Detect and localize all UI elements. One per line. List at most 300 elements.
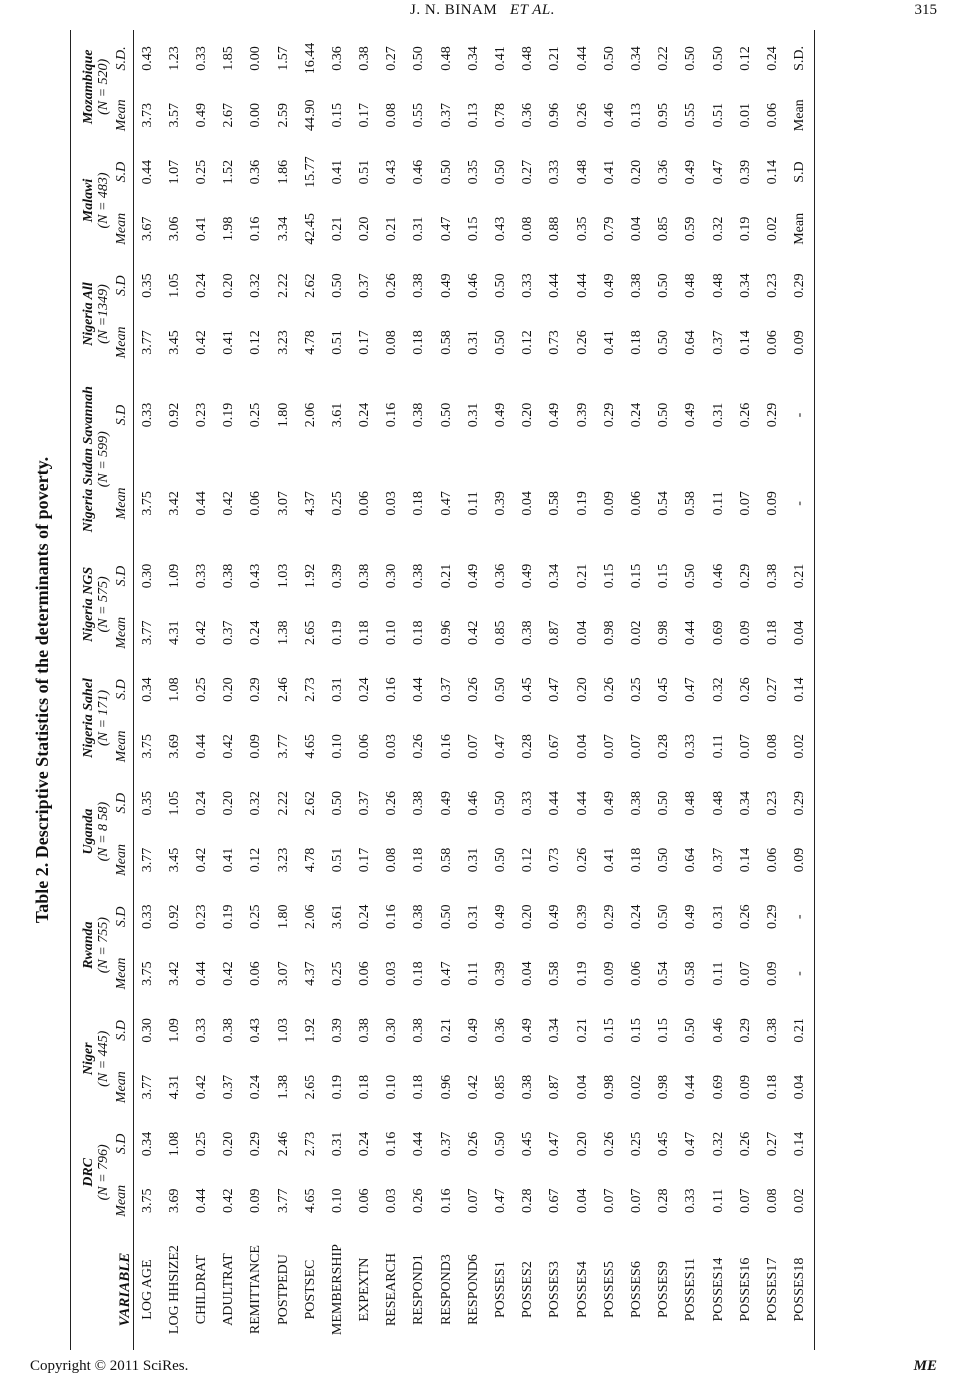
group-sample-size: (N = 171)	[96, 689, 111, 747]
table-cell: 0.33	[683, 1188, 699, 1214]
table-cell: 0.79	[601, 216, 617, 242]
group-header	[71, 548, 112, 662]
table-cell: 0.19	[574, 491, 590, 516]
table-cell: 0.11	[465, 961, 481, 986]
table-cell: 0.49	[547, 402, 563, 428]
table-row	[515, 30, 542, 1350]
table-cell: 0.08	[764, 1188, 780, 1214]
variable-name: POSSES2	[520, 1261, 536, 1318]
table-cell: 0.08	[384, 847, 400, 873]
table-cell: 0.38	[411, 273, 427, 298]
table-cell: 0.43	[248, 1018, 264, 1043]
table-cell: 0.09	[601, 491, 617, 516]
table-cell: 0.42	[193, 847, 209, 873]
table-cell: 0.16	[384, 677, 400, 702]
table-cell: 0.29	[737, 563, 753, 589]
table-cell: 0.06	[357, 734, 373, 759]
table-cell: 0.34	[547, 1018, 563, 1043]
variable-name: RESPOND3	[438, 1254, 454, 1325]
table-cell: 0.18	[764, 1074, 780, 1100]
sd-column-header: S.D.	[111, 30, 134, 87]
table-cell: 0.39	[329, 563, 345, 589]
table-cell: 0.06	[357, 1188, 373, 1214]
table-cell: 0.21	[329, 216, 345, 242]
variable-name: POSSES14	[710, 1257, 726, 1322]
table-cell: 0.47	[710, 159, 726, 185]
table-cell: 0.26	[574, 847, 590, 873]
table-cell: 0.18	[411, 847, 427, 873]
table-cell: 0.33	[139, 402, 155, 428]
table-cell: 0.54	[656, 491, 672, 516]
table-cell: 0.29	[601, 904, 617, 930]
table-cell: 0.49	[683, 904, 699, 930]
table-cell: 3.61	[329, 402, 345, 428]
table-row	[651, 30, 678, 1350]
table-cell: 0.26	[465, 677, 481, 702]
table-cell: 0.42	[221, 961, 237, 986]
table-row	[732, 30, 759, 1350]
table-cell: 0.33	[520, 273, 536, 298]
table-cell: 0.47	[493, 734, 509, 759]
table-cell: 4.65	[302, 734, 318, 759]
table-cell: 1.86	[275, 159, 291, 185]
group-name: Nigeria Sahel	[81, 678, 96, 758]
table-cell: 0.09	[248, 1188, 264, 1214]
table-cell: 4.78	[302, 330, 318, 355]
variable-name: POSSES16	[737, 1257, 753, 1322]
mean-column-header: Mean	[111, 87, 134, 144]
table-cell: 0.50	[329, 273, 345, 298]
table-cell: 0.16	[384, 1131, 400, 1157]
table-cell: 0.47	[547, 1131, 563, 1157]
table-cell: -	[787, 459, 815, 547]
table-cell: 16.44	[302, 42, 318, 75]
table-row	[596, 30, 623, 1350]
table-cell: 0.32	[710, 216, 726, 242]
group-sample-size: (N = 483)	[96, 172, 111, 229]
table-cell: 0.35	[465, 159, 481, 185]
table-cell: 0.48	[574, 159, 590, 185]
page-footer	[0, 1358, 965, 1382]
table-cell: 0.32	[710, 677, 726, 702]
table-cell: 0.19	[329, 1074, 345, 1100]
table-cell: 0.10	[329, 1188, 345, 1214]
table-cell: 0.42	[465, 1074, 481, 1100]
table-cell: 0.34	[737, 790, 753, 816]
table-row	[487, 30, 514, 1350]
table-cell: 0.58	[547, 961, 563, 986]
sd-column-header: S.D	[111, 144, 134, 201]
table-cell: 0.33	[547, 159, 563, 185]
table-cell: 0.33	[139, 904, 155, 930]
group-header	[71, 775, 112, 889]
table-cell: 0.38	[221, 1018, 237, 1043]
table-cell: 0.69	[710, 620, 726, 646]
journal-abbrev: ME	[913, 1358, 937, 1374]
table-cell: 0.15	[656, 1018, 672, 1043]
table-cell: 0.20	[221, 1131, 237, 1157]
table-cell: 0.13	[465, 103, 481, 128]
table-cell: 0.49	[438, 790, 454, 816]
group-sample-size: (N = 8 58)	[96, 801, 111, 862]
table-row	[216, 30, 243, 1350]
variable-name: RESPOND6	[465, 1254, 481, 1325]
table-cell: 0.33	[683, 734, 699, 759]
table-cell: 0.21	[547, 46, 563, 71]
table-cell: 2.46	[275, 677, 291, 702]
table-cell: 0.09	[764, 961, 780, 986]
table-cell: 3.75	[139, 1188, 155, 1214]
table-cell: 3.45	[166, 330, 182, 355]
group-name: Niger	[81, 1042, 96, 1076]
table-cell: 0.24	[357, 677, 373, 702]
table-cell: 3.69	[166, 1188, 182, 1214]
table-cell: 0.09	[787, 832, 815, 889]
table-cell: 0.14	[764, 159, 780, 185]
table-cell: 0.96	[547, 103, 563, 128]
table-cell: 0.45	[656, 677, 672, 702]
table-cell: 0.02	[628, 620, 644, 646]
table-cell: 0.31	[329, 677, 345, 702]
table-cell: 0.07	[737, 1188, 753, 1214]
table-cell: 0.08	[520, 216, 536, 242]
table-cell: 0.25	[628, 677, 644, 702]
group-header	[71, 371, 112, 548]
table-cell: 0.85	[493, 620, 509, 646]
variable-name: MEMBERSHIP	[329, 1244, 345, 1336]
table-cell: 0.02	[787, 1172, 815, 1229]
table-cell: 0.07	[601, 734, 617, 759]
group-header	[71, 144, 112, 258]
mean-column-header: Mean	[111, 314, 134, 371]
table-cell: 0.33	[193, 46, 209, 71]
table-cell: 0.44	[193, 491, 209, 516]
table-cell: 3.73	[139, 103, 155, 128]
table-cell: 0.04	[520, 491, 536, 516]
table-cell: 0.44	[574, 790, 590, 816]
table-cell: 0.31	[465, 330, 481, 355]
table-cell: 0.25	[248, 904, 264, 930]
table-cell: 0.26	[601, 1131, 617, 1157]
table-cell: 0.24	[248, 620, 264, 646]
table-cell: 0.23	[764, 273, 780, 298]
table-cell: 0.25	[248, 402, 264, 428]
table-cell: 0.48	[683, 273, 699, 298]
table-cell: 0.38	[764, 563, 780, 589]
mean-column-header: Mean	[111, 832, 134, 889]
table-cell: 0.49	[601, 273, 617, 298]
table-cell: -	[787, 888, 815, 945]
table-cell: 1.23	[166, 46, 182, 71]
table-cell: 0.50	[656, 904, 672, 930]
variable-name: LOG AGE	[139, 1259, 155, 1320]
variable-name: POSSES11	[683, 1257, 699, 1322]
table-cell: 0.03	[384, 734, 400, 759]
table-cell: 0.30	[139, 1018, 155, 1043]
table-cell: 0.33	[193, 1018, 209, 1043]
variable-name: POSSES18	[787, 1229, 815, 1350]
table-cell: 0.26	[601, 677, 617, 702]
table-cell: 0.04	[628, 216, 644, 242]
table-cell: 0.87	[547, 1074, 563, 1100]
table-cell: 1.05	[166, 273, 182, 298]
table-cell: 4.31	[166, 1074, 182, 1100]
table-cell: 0.50	[601, 46, 617, 71]
table-cell: 0.34	[139, 677, 155, 702]
table-cell: 0.30	[384, 1018, 400, 1043]
table-cell: 0.35	[139, 273, 155, 298]
table-cell: 3.07	[275, 961, 291, 986]
table-cell: 44.90	[302, 99, 318, 132]
table-cell: 0.06	[357, 961, 373, 986]
table-cell: 0.50	[656, 273, 672, 298]
table-cell: 0.18	[357, 620, 373, 646]
variable-name: RESPOND1	[411, 1254, 427, 1325]
table-cell: 0.96	[438, 1074, 454, 1100]
table-cell: 0.08	[384, 103, 400, 128]
table-cell: 0.33	[193, 563, 209, 589]
table-cell: 0.26	[737, 904, 753, 930]
variable-name: POSSES17	[764, 1257, 780, 1322]
table-cell: 0.47	[683, 1131, 699, 1157]
table-cell: Mean	[787, 200, 815, 257]
table-cell: 0.37	[710, 847, 726, 873]
table-cell: 0.07	[737, 491, 753, 516]
table-cell: 0.44	[574, 46, 590, 71]
table-cell: 0.08	[384, 330, 400, 355]
table-cell: 0.44	[411, 1131, 427, 1157]
table-cell: 0.26	[737, 402, 753, 428]
table-cell: 0.20	[520, 402, 536, 428]
table-body	[134, 30, 815, 1350]
variable-name: ADULTRAT	[221, 1253, 237, 1326]
table-cell: 0.12	[737, 46, 753, 71]
table-cell: 0.42	[193, 1074, 209, 1100]
table-cell: 2.73	[302, 1131, 318, 1157]
table-cell: 0.28	[656, 734, 672, 759]
table-cell: 2.67	[221, 103, 237, 128]
table-cell: 0.50	[493, 1131, 509, 1157]
table-cell: 2.22	[275, 273, 291, 298]
table-cell: 0.31	[465, 847, 481, 873]
table-cell: 0.54	[656, 961, 672, 986]
variable-name: REMITTANCE	[248, 1245, 264, 1335]
group-sample-size: (N = 575)	[96, 576, 111, 633]
table-cell: 0.38	[628, 790, 644, 816]
table-row	[161, 30, 188, 1350]
variable-name: RESEARCH	[384, 1253, 400, 1327]
table-cell: 0.37	[357, 273, 373, 298]
sd-column-header: S.D	[111, 548, 134, 605]
table-cell: 0.49	[601, 790, 617, 816]
table-cell: 0.38	[520, 620, 536, 646]
table-cell: 0.12	[520, 330, 536, 355]
table-cell: 0.58	[438, 330, 454, 355]
table-cell: 0.26	[737, 677, 753, 702]
table-cell: 0.29	[248, 1131, 264, 1157]
table-cell: 0.50	[493, 330, 509, 355]
table-cell: 0.96	[438, 620, 454, 646]
table-cell: 0.29	[787, 257, 815, 314]
table-cell: 0.22	[656, 46, 672, 71]
table-cell: 0.45	[520, 1131, 536, 1157]
table-cell: 0.20	[520, 904, 536, 930]
table-cell: 0.41	[601, 330, 617, 355]
table-cell: 0.24	[628, 904, 644, 930]
table-cell: 0.39	[493, 961, 509, 986]
table-row	[787, 30, 815, 1350]
table-cell: 0.24	[357, 402, 373, 428]
group-name: Malawi	[81, 178, 96, 223]
table-cell: 0.07	[465, 1188, 481, 1214]
table-cell: 0.20	[221, 790, 237, 816]
table-cell: 0.31	[710, 402, 726, 428]
table-cell: 0.26	[411, 734, 427, 759]
table-cell: 0.27	[764, 1131, 780, 1157]
table-cell: 3.75	[139, 491, 155, 516]
table-cell: 0.18	[357, 1074, 373, 1100]
table-cell: 0.29	[248, 677, 264, 702]
table-cell: 0.44	[547, 790, 563, 816]
group-name: DRC	[81, 1157, 96, 1187]
sd-column-header: S.D	[111, 257, 134, 314]
table-cell: 0.07	[465, 734, 481, 759]
table-cell: 0.23	[193, 904, 209, 930]
table-cell: 0.50	[438, 159, 454, 185]
table-cell: 0.20	[628, 159, 644, 185]
table-cell: 0.50	[493, 677, 509, 702]
running-head-et-al: ET AL.	[509, 2, 555, 18]
table-cell: 0.24	[764, 46, 780, 71]
table-cell: 0.42	[221, 734, 237, 759]
table-cell: 2.22	[275, 790, 291, 816]
table-cell: 3.61	[329, 904, 345, 930]
group-header	[71, 661, 112, 775]
table-cell: 0.98	[656, 1074, 672, 1100]
variable-name: POSSES6	[628, 1261, 644, 1318]
table-cell: 0.38	[221, 563, 237, 589]
table-cell: 0.47	[683, 677, 699, 702]
table-cell: 0.00	[248, 46, 264, 71]
table-cell: 0.48	[683, 790, 699, 816]
table-cell: 0.47	[547, 677, 563, 702]
table-cell: 0.24	[193, 790, 209, 816]
table-row	[678, 30, 705, 1350]
mean-column-header: Mean	[111, 1172, 134, 1229]
group-sample-size: (N = 796)	[96, 1144, 111, 1201]
table-cell: 1.03	[275, 563, 291, 589]
table-cell: 0.07	[601, 1188, 617, 1214]
table-cell: 0.49	[493, 904, 509, 930]
table-cell: 4.37	[302, 491, 318, 516]
table-cell: 1.38	[275, 620, 291, 646]
table-cell: Mean	[787, 87, 815, 144]
table-cell: 0.25	[329, 491, 345, 516]
table-cell: 0.58	[683, 491, 699, 516]
table-cell: 0.50	[493, 273, 509, 298]
table-cell: 2.65	[302, 620, 318, 646]
group-sample-size: (N = 755)	[96, 917, 111, 974]
table-cell: 0.49	[547, 904, 563, 930]
group-sample-size: (N = 520)	[96, 58, 111, 115]
table-group-header-row	[71, 30, 112, 1350]
table-cell: 3.77	[139, 330, 155, 355]
table-cell: 0.29	[601, 402, 617, 428]
table-cell: 0.38	[411, 402, 427, 428]
table-row	[243, 30, 270, 1350]
table-cell: 3.77	[275, 1188, 291, 1214]
table-cell: 0.49	[520, 563, 536, 589]
table-row	[406, 30, 433, 1350]
table-cell: 0.44	[193, 734, 209, 759]
table-cell: 0.08	[764, 734, 780, 759]
table-cell: 0.38	[520, 1074, 536, 1100]
table-cell: 1.07	[166, 159, 182, 185]
table-cell: 0.34	[139, 1131, 155, 1157]
table-cell: 0.38	[764, 1018, 780, 1043]
table-cell: 0.98	[601, 1074, 617, 1100]
table-cell: 0.28	[656, 1188, 672, 1214]
table-cell: 0.16	[384, 904, 400, 930]
table-cell: 0.15	[628, 563, 644, 589]
table-cell: 0.41	[193, 216, 209, 242]
table-cell: 0.11	[710, 961, 726, 986]
table-cell: 0.15	[601, 563, 617, 589]
table-cell: 0.39	[574, 402, 590, 428]
table-cell: 0.38	[411, 1018, 427, 1043]
table-cell: 0.21	[574, 1018, 590, 1043]
table-cell: 0.14	[737, 330, 753, 355]
table-cell: 0.29	[764, 904, 780, 930]
variable-name: POSTPEDU	[275, 1254, 291, 1325]
group-name: Nigeria Sudan Savannah	[81, 386, 96, 533]
table-cell: 2.65	[302, 1074, 318, 1100]
table-cell: 0.26	[574, 103, 590, 128]
table-cell: 0.23	[193, 402, 209, 428]
variable-name: POSTSEC	[302, 1259, 318, 1320]
table-cell: 3.42	[166, 961, 182, 986]
table-cell: 3.06	[166, 216, 182, 242]
table-cell: 0.37	[221, 1074, 237, 1100]
table-cell: 0.67	[547, 1188, 563, 1214]
group-header	[71, 1116, 112, 1230]
sd-column-header: S.D	[111, 1116, 134, 1173]
table-cell: 0.67	[547, 734, 563, 759]
table-cell: 0.33	[520, 790, 536, 816]
table-cell: 1.80	[275, 904, 291, 930]
variable-name: LOG HHSIZE2	[166, 1245, 182, 1335]
table-cell: 0.85	[656, 216, 672, 242]
table-cell: 0.48	[520, 46, 536, 71]
table-cell: 0.14	[737, 847, 753, 873]
table-cell: 0.12	[248, 847, 264, 873]
table-cell: 0.09	[764, 491, 780, 516]
table-cell: 0.21	[438, 1018, 454, 1043]
table-cell: 0.47	[438, 491, 454, 516]
table-cell: 0.25	[193, 1131, 209, 1157]
table-cell: 0.26	[384, 273, 400, 298]
table-cell: 0.50	[656, 790, 672, 816]
table-cell: 0.46	[465, 790, 481, 816]
table-cell: 0.06	[628, 491, 644, 516]
table-cell: 0.02	[764, 216, 780, 242]
table-cell: 0.45	[656, 1131, 672, 1157]
table-cell: 0.06	[764, 330, 780, 355]
table-cell: 0.28	[520, 734, 536, 759]
table-cell: 0.50	[683, 563, 699, 589]
table-cell: 1.98	[221, 216, 237, 242]
table-cell: 0.41	[221, 847, 237, 873]
